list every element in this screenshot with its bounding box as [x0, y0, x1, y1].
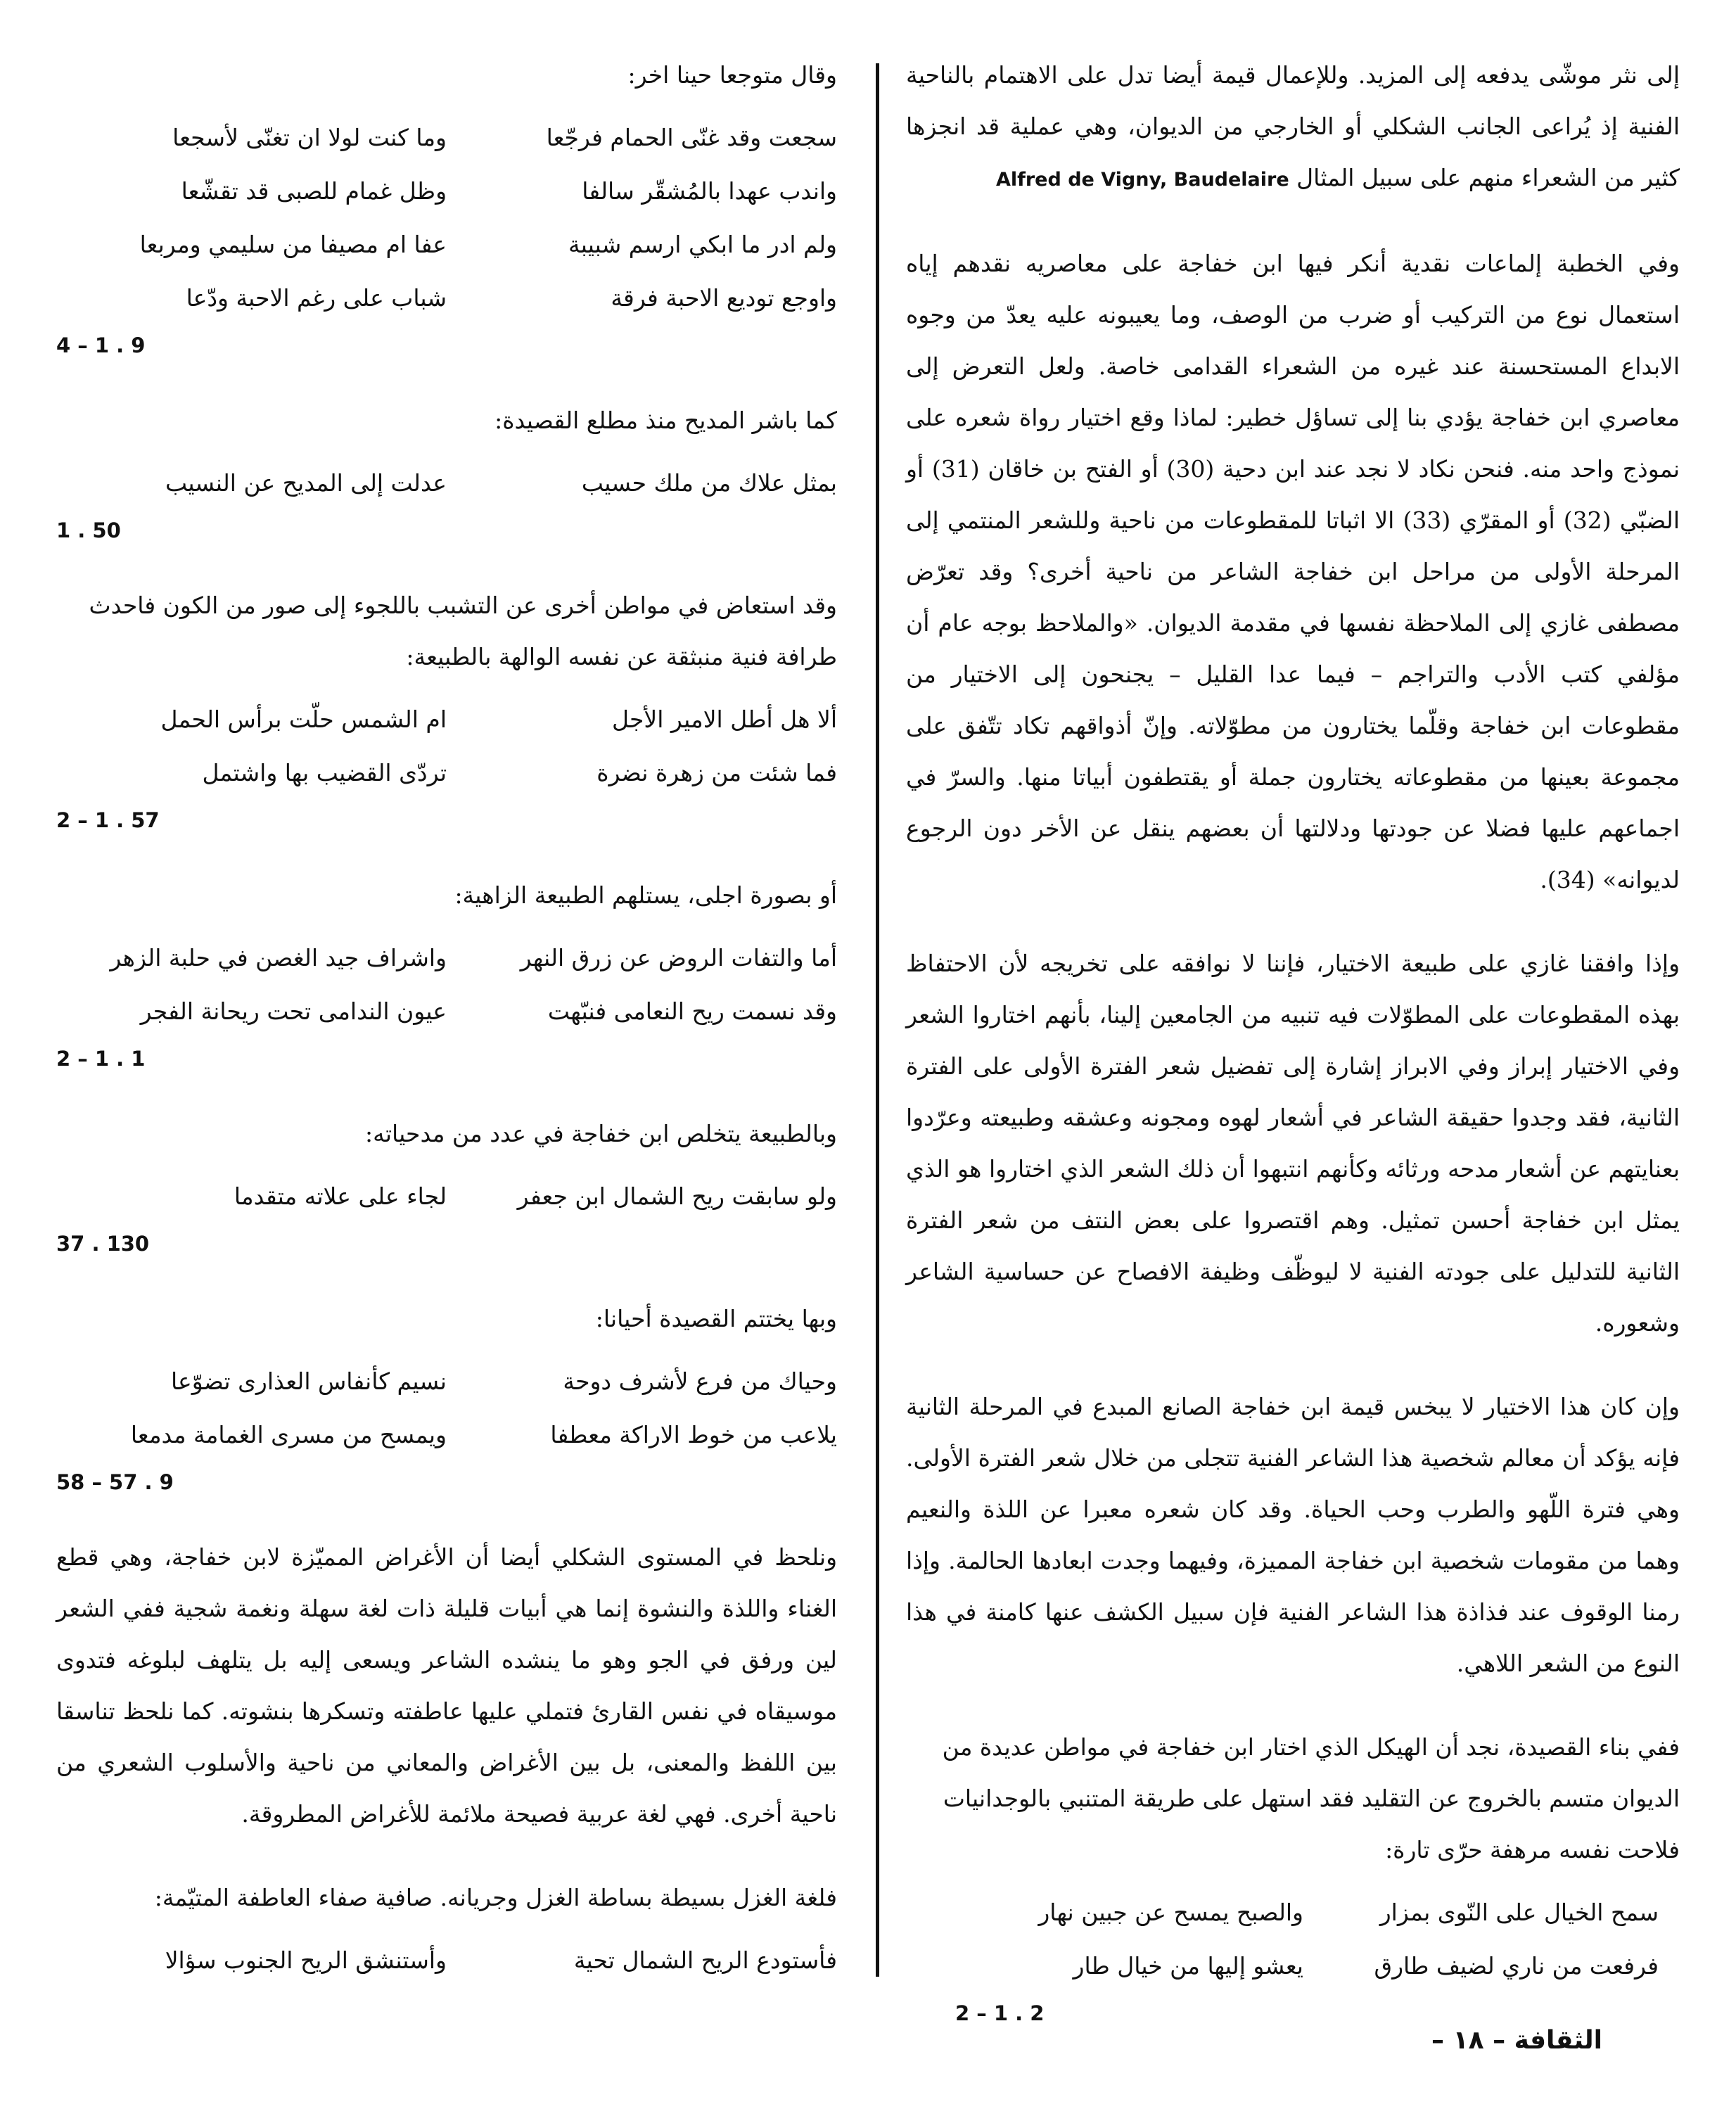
verse-line — [948, 1885, 1659, 1939]
hemistich: وظل غمام للصبى قد تقشّعا — [181, 177, 447, 205]
poem-block — [56, 1354, 837, 1503]
paragraph: ففي بناء القصيدة، نجد أن الهيكل الذي اختار ابن خفاجة في مواطن عديدة من الديوان متسم بالخروج عن التقليد فقد استهل على طريقة المتنبي بالوجدانيات فلاحت نفسه مرهفة حرّى تارة: — [942, 1733, 1680, 1863]
hemistich: سمح الخيال على النّوى بمزار — [1379, 1898, 1659, 1926]
hemistich: واوجع توديع الاحبة فرقة — [611, 283, 837, 312]
poem-block — [56, 1169, 837, 1265]
right-column — [906, 49, 1680, 2063]
latin-names: Alfred de Vigny, Baudelaire — [995, 169, 1289, 191]
verse-line — [56, 1933, 837, 1987]
hemistich: وما كنت لولا ان تغنّى لأسجعا — [172, 123, 447, 151]
intro-line: وبها يختتم القصيدة أحيانا: — [595, 1305, 837, 1332]
verse-line — [56, 931, 837, 984]
hemistich: ولو سابقت ريح الشمال ابن جعفر — [517, 1182, 837, 1210]
poem-block — [56, 931, 837, 1080]
hemistich: وحياك من فرع لأشرف دوحة — [563, 1367, 837, 1395]
column-divider — [876, 63, 879, 1977]
verse-reference: 2 – 1 . 57 — [56, 808, 160, 832]
verse-reference: 37 . 130 — [56, 1232, 150, 1256]
paragraph-text: إلى نثر موشّى يدفعه إلى المزيد. وللإعمال قيمة أيضا تدل على الاهتمام بالناحية الفنية إذ يُراعى الجانب الشكلي أو الخارجي من الديوان، وهي عملية قد انجزها كثير من الشعراء منهم على سبيل المثال — [906, 61, 1680, 191]
hemistich: ألا هل أطل الامير الأجل — [612, 705, 837, 733]
verse-reference: 4 – 1 . 9 — [56, 333, 146, 357]
hemistich: يعشو إليها من خيال طار — [1073, 1951, 1303, 1980]
hemistich: وقد نسمت ريح النعامى فنبّهت — [547, 997, 837, 1025]
intro-line: أو بصورة اجلى، يستلهم الطبيعة الزاهية: — [454, 881, 837, 909]
hemistich: واندب عهدا بالمُشقّر سالفا — [582, 177, 837, 205]
poem-block — [906, 1885, 1680, 2034]
hemistich: نسيم كأنفاس العذارى تضوّعا — [171, 1367, 447, 1395]
hemistich: ام الشمس حلّت برأس الحمل — [160, 705, 447, 733]
intro-line: وبالطبيعة يتخلص ابن خفاجة في عدد من مدحياته: — [365, 1120, 837, 1147]
hemistich: عدلت إلى المديح عن النسيب — [165, 469, 447, 497]
verse-line — [56, 1408, 837, 1461]
intro-line: وقال متوجعا حينا اخر: — [627, 61, 837, 89]
paragraph — [906, 49, 1680, 205]
poem-block — [56, 110, 837, 367]
poem-block — [56, 456, 837, 552]
verse-reference: 2 – 1 . 1 — [56, 1047, 146, 1071]
hemistich: ولم ادر ما ابكي ارسم شبيبة — [568, 230, 837, 258]
hemistich: ويمسح من مسرى الغمامة مدمعا — [130, 1420, 447, 1448]
verse-line — [948, 1939, 1659, 1992]
verse-reference: 58 – 57 . 9 — [56, 1470, 174, 1494]
hemistich: شباب على رغم الاحبة ودّعا — [186, 283, 447, 312]
hemistich: عفا ام مصيفا من سليمي ومربعا — [139, 230, 447, 258]
hemistich: فما شئت من زهرة نضرة — [596, 758, 837, 786]
verse-line — [56, 1169, 837, 1223]
verse-line — [56, 217, 837, 271]
hemistich: تردّى القضيب بها واشتمل — [202, 758, 447, 786]
hemistich: سجعت وقد غنّى الحمام فرجّعا — [546, 123, 837, 151]
hemistich: عيون الندامى تحت ريحانة الفجر — [140, 997, 447, 1025]
hemistich: وأستنشق الريح الجنوب سؤالا — [165, 1946, 447, 1974]
hemistich: فرفعت من ناري لضيف طارق — [1374, 1951, 1659, 1980]
intro-line: كما باشر المديح منذ مطلع القصيدة: — [494, 407, 837, 434]
verse-reference: 1 . 50 — [56, 518, 121, 542]
verse-line — [56, 164, 837, 217]
verse-line — [56, 110, 837, 164]
paragraph: وفي الخطبة إلماعات نقدية أنكر فيها ابن خفاجة على معاصريه نقدهم إياه استعمال نوع من التركيب أو ضرب من الوصف، وما يعيبونه عليه يعدّ من وجوه الابداع المستحسنة عند غيره من الشعراء القدامى خاصة. ولعل التعرض إلى معاصري ابن خفاجة يؤدي بنا إلى تساؤل خطير: لماذا وقع اختيار رواة شعره على نموذج واحد منه. فنحن نكاد لا نجد عند ابن دحية (30) أو الفتح بن خاقان (31) أو الضبّي (32) أو المقرّي (33) الا اثباتا للمقطوعات من ناحية وللشعر المنتمي إلى المرحلة الأولى من مراحل ابن خفاجة الشاعر من ناحية أخرى؟ وقد تعرّض مصطفى غازي إلى الملاحظة نفسها في مقدمة الديوان. «والملاحظ بوجه عام أن مؤلفي كتب الأدب والتراجم – فيما عدا القليل – يجنحون إلى الاختيار من مقطوعات ابن خفاجة وقلّما يختارون من مطوّلاته. وإنّ أذواقهم تكاد تتّفق على مجموعة بعينها من مقطوعاته يختارون جملة أو يقتطفون أبياتا منها. والسرّ في اجماعهم عليها فضلا عن جودتها ودلالتها أن بعضهم ينقل عن الأخر دون الرجوع لديوانه» (34). — [906, 250, 1680, 893]
poem-block — [56, 692, 837, 841]
verse-line — [56, 1354, 837, 1408]
paragraph: وإن كان هذا الاختيار لا يبخس قيمة ابن خفاجة الصانع المبدع في المرحلة الثانية فإنه يؤكد أن معالم شخصية هذا الشاعر الفنية تتجلى من خلال شعر الفترة الأولى. وهي فترة اللّهو والطرب وحب الحياة. وقد كان شعره معبرا عن اللذة والنعيم وهما من مقومات شخصية ابن خفاجة المميزة، وفيهما وجدت ابعادها الحالمة. وإذا رمنا الوقوف عند فذاذة هذا الشاعر الفنية فإن سبيل الكشف عنها كامنة في هذا النوع من الشعر اللاهي. — [906, 1393, 1680, 1677]
paragraph: وإذا وافقنا غازي على طبيعة الاختيار، فإننا لا نوافقه على تخريجه لأن الاحتفاظ بهذه المقطوعات على المطوّلات فيه تنبيه من الجامعين إلينا، بأنهم اختاروا الشعر وفي الاختيار إبراز وفي الابراز إشارة إلى تفضيل شعر الفترة الأولى على الفترة الثانية، فقد وجدوا حقيقة الشاعر في أشعار لهوه ومجونه وعشقه وطبيعته وعرّدوا بعنايتهم عن أشعار مدحه ورثائه وكأنهم انتبهوا أن ذلك الشعر الذي اختاروا هو الذي يمثل ابن خفاجة أحسن تمثيل. وهم اقتصروا على بعض النتف من شعر الفترة الثانية للتدليل على جودته الفنية لا ليوظّف وظيفة الافصاح عن حساسية الشاعر وشعوره. — [906, 950, 1680, 1337]
verse-reference: 2 – 1 . 2 — [955, 2001, 1045, 2025]
hemistich: فأستودع الريح الشمال تحية — [573, 1946, 837, 1974]
hemistich: بمثل علاك من ملك حسيب — [581, 469, 837, 497]
left-column — [56, 49, 837, 1992]
verse-line — [56, 271, 837, 324]
hemistich: والصبح يمسح عن جبين نهار — [1038, 1898, 1303, 1926]
intro-line: فلغة الغزل بسيطة بساطة الغزل وجريانه. صافية صفاء العاطفة المتيّمة: — [154, 1884, 837, 1911]
verse-line — [56, 746, 837, 799]
page-footer: الثقافة – ١٨ – — [1431, 2026, 1602, 2055]
hemistich: أما والتفات الروض عن زرق النهر — [520, 943, 837, 971]
paragraph: ونلحظ في المستوى الشكلي أيضا أن الأغراض المميّزة لابن خفاجة، وهي قطع الغناء واللذة والنشوة إنما هي أبيات قليلة ذات لغة سهلة ونغمة شجية ففي الشعر لين ورفق في الجو وهو ما ينشده الشاعر ويسعى إليه بل يتلهف لبلوغه فتدوى موسيقاه في نفس القارئ فتملي عليها عاطفته وتسكرها بنشوته. كما نلحظ تناسقا بين اللفظ والمعنى، بل بين الأغراض والمعاني من ناحية والأسلوب الشعري من ناحية أخرى. فهي لغة عربية فصيحة ملائمة للأغراض المطروقة. — [56, 1543, 837, 1828]
poem-block — [56, 1933, 837, 1987]
verse-line — [56, 984, 837, 1038]
hemistich: واشراف جيد الغصن في حلبة الزهر — [110, 943, 447, 971]
hemistich: لجاء على علاته متقدما — [234, 1182, 447, 1210]
intro-line: وقد استعاض في مواطن أخرى عن التشبب باللجوء إلى صور من الكون فاحدث طرافة فنية منبثقة عن نفسه الوالهة بالطبيعة: — [89, 592, 837, 670]
verse-line — [56, 692, 837, 746]
hemistich: يلاعب من خوط الاراكة معطفا — [550, 1420, 837, 1448]
verse-line — [56, 456, 837, 509]
